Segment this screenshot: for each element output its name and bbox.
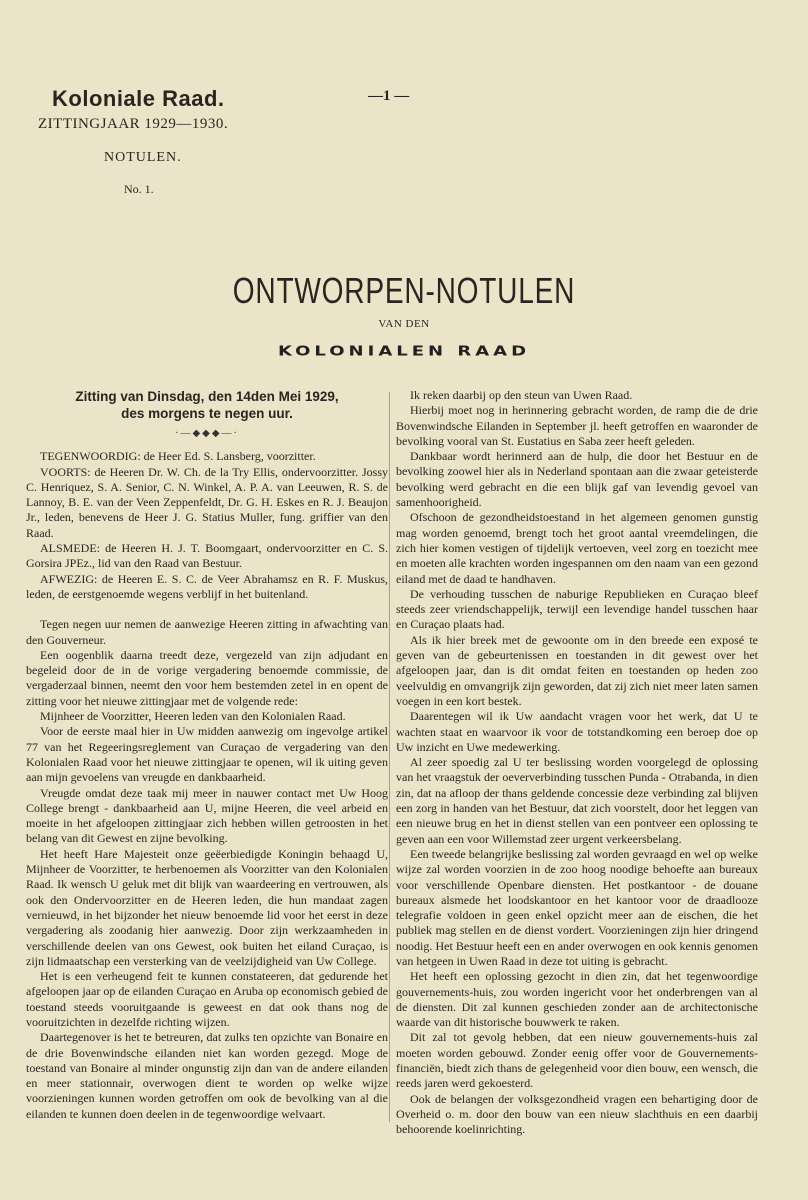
paragraph: Dankbaar wordt herinnerd aan de hulp, die door het Bestuur en de bevolking zoowel hier als in Nederland spontaan aan die zwaar geteisterde bevolking werd gebracht en die een blijk gaf van levendig gevoel van samenhoorigheid. — [396, 449, 758, 510]
paragraph: Ook de belangen der volksgezondheid vragen een behartiging door de Overheid o. m. door den bouw van een nieuw slachthuis en een daarbij behoorende koelinrichting. — [396, 1091, 758, 1137]
paragraph: Het is een verheugend feit te kunnen constateeren, dat gedurende het afgeloopen jaar op de eilanden Curaçao en Aruba op economisch gebied de toestand steeds vooruitgaande is geweest en dat ook thans nog de vooruitzichten in dezelfde richting wijzen. — [26, 969, 388, 1029]
paragraph: Dit zal tot gevolg hebben, dat een nieuw gouvernements-huis zal moeten worden gebouwd. Zonder eenig offer voor de Gouvernements-financiën, biedt zich thans de gelegenheid voor dien bouw, een wensch, die reeds jaren werd gekoesterd. — [396, 1030, 758, 1091]
paragraph: Daartegenover is het te betreuren, dat zulks ten opzichte van Bonaire en de drie Bovenwindsche eilanden niet kan worden gezegd. Moge de toestand van Bonaire al minder ongunstig zijn dan van de andere eilanden en meer stationnair, overwogen dient te worden op welke wijze voorzieningen kunnen worden getroffen om ook de bevolking van al die eilanden te kunnen doen deelen in de tegenwoordige welvaart. — [26, 1030, 388, 1121]
paragraph: Daarentegen wil ik Uw aandacht vragen voor het werk, dat U te wachten staat en waarvoor ik voor de totstandkoming een beroep doe op Uw inzicht en Uwe medewerking. — [396, 709, 758, 754]
right-column — [396, 388, 758, 1138]
left-column — [26, 388, 388, 1122]
ornament-divider: ·—◆◆◆—· — [175, 428, 239, 439]
column-divider — [389, 392, 390, 1122]
session-heading — [26, 388, 388, 422]
paragraph: Een oogenblik daarna treedt deze, vergezeld van zijn adjudant en begeleid door de in de vorige vergadering benoemde commissie, de vergaderzaal binnen, neemt den voor hem bestemden zetel in en opent de zitting voor het nieuwe zittingjaar met de volgende rede: — [26, 647, 388, 708]
paragraph: Het heeft Hare Majesteit onze geëerbiedigde Koningin behaagd U, Mijnheer de Voorzitter, te herbenoemen als Voorzitter van den Kolonialen Raad. Ik wensch U geluk met dit blijk van waardeering en vertrouwen, als ook den Ondervoorzitter en de Heeren leden, die hun mandaat zagen vernieuwd, in het bijzonder het nieuw benoemde lid voor het eerst in deze vergadering als zoodanig hier aanwezig. Door zijn werkzaamheden in verschillende deelen van ons Gewest, ook buiten het eiland Curaçao, is zijn lidmaatschap een versterking van de veelzijdigheid van Uw College. — [26, 846, 388, 968]
session-year: ZITTINGJAAR 1929—1930. — [38, 116, 229, 132]
paragraph: Ik reken daarbij op den steun van Uwen Raad. — [410, 388, 633, 402]
council-title: Koloniale Raad. — [52, 86, 225, 111]
paragraph: Ofschoon de gezondheidstoestand in het algemeen genomen gunstig mag worden genoemd, brengt toch het groot aantal vreemdelingen, die zich hier komen vestigen of tijdelijk vertoeven, veel zorg en toezicht mee en moeten alle krachten worden ingespannen om den naam van een gezond eiland met de daad te handhaven. — [396, 510, 758, 586]
page-number: —1 — — [368, 88, 410, 104]
attendees-present: TEGENWOORDIG: de Heer Ed. S. Lansberg, voorzitter. — [40, 449, 316, 464]
paragraph: Hierbij moet nog in herinnering gebracht worden, de ramp die de drie Bovenwindsche Eilanden in September jl. heeft getroffen en waaronder de bevolking vooral van St. Eustatius en Saba zeer heeft geleden. — [396, 403, 758, 448]
paragraph: Mijnheer de Voorzitter, Heeren leden van den Kolonialen Raad. — [40, 709, 346, 724]
attendees-additional: ALSMEDE: de Heeren H. J. T. Boomgaart, ondervoorzitter en C. S. Gorsira JPEz., lid van den Raad van Bestuur. — [26, 541, 388, 571]
van-den-label: VAN DEN — [378, 318, 430, 330]
attendees-also: VOORTS: de Heeren Dr. W. Ch. de la Try Ellis, ondervoorzitter. Jossy C. Henriquez, S. A. Senior, C. N. Winkel, A. P. A. van Leeuwen, R. S. de Lannoy, B. E. van der Veen Zeppenfeldt, Dr. G. H. Eskes en R. J. Beaujon Jr., leden, benevens de Heer J. G. Statius Muller, fung. griffier van den Raad. — [26, 464, 388, 540]
notulen-label: NOTULEN. — [104, 150, 182, 165]
paragraph: Al zeer spoedig zal U ter beslissing worden voorgelegd de oplossing van het vraagstuk der oeververbinding tusschen Punda - Otrabanda, in dien zin, dat na afloop der thans geldende concessie deze verbinding zal blijven een zorg in handen van het Bestuur, dat zich voorstelt, door het leggen van een nieuwe brug en het in dienst stellen van een pontveer een oplossing te geven aan een voor Willemstad zeer urgent verkeersbelang. — [396, 755, 758, 846]
session-line-1: Zitting van Dinsdag, den 14den Mei 1929, — [75, 389, 339, 404]
session-line-2: des morgens te negen uur. — [121, 406, 293, 421]
issue-number: No. 1. — [124, 182, 154, 196]
raad-banner: KOLONIALEN RAAD — [277, 343, 531, 360]
paragraph: Vreugde omdat deze taak mij meer in nauwer contact met Uw Hoog College brengt - dankbaarheid aan U, mijne Heeren, die veel arbeid en moeite in het afgeloopen zittingjaar zich hebben willen getroosten in het belang van dit Gewest en zijne bevolking. — [26, 785, 388, 846]
main-title: ONTWORPEN-NOTULEN — [232, 270, 576, 311]
paragraph: Het heeft een oplossing gezocht in dien zin, dat het tegenwoordige gouvernements-huis, zou worden ingericht voor het onderbrengen van al de diensten. Dit zal kunnen geschieden zonder aan de architectonische waarde van dit historische bouwwerk te raken. — [396, 969, 758, 1030]
attendees-absent: AFWEZIG: de Heeren E. S. C. de Veer Abrahamsz en R. F. Muskus, leden, de eerstgenoemde wegens verblijf in het buitenland. — [26, 571, 388, 601]
paragraph: Een tweede belangrijke beslissing zal worden gevraagd en wel op welke wijze zal worden voorzien in de zoo hoog noodige behoefte aan bureaux voor verschillende Openbare diensten. Het postkantoor - de douane bureaux alsmede het loodskantoor en het kantoor voor de draadlooze telegrafie voldoen in geen enkel opzicht meer aan de eischen, die het publiek mag stellen en de dienst vordert. Voorzieningen zijn hier dringend noodig. Het Bestuur heeft een en ander overwogen en ook kennis genomen van hetgeen in Uwen Raad in deze tot uiting is gebracht. — [396, 846, 758, 968]
paragraph: Als ik hier breek met de gewoonte om in den breede een exposé te geven van de gebeurtenissen en toestanden in dit gewest over het afgeloopen jaar, dan is dit omdat feiten en toestanden op heden zoo veelvuldig en omvangrijk zijn geworden, dat zij zich niet meer laten samen voegen in een kort bestek. — [396, 632, 758, 708]
paragraph: De verhouding tusschen de naburige Republieken en Curaçao bleef steeds zeer vriendschappelijk, terwijl een levendige handel tusschen haar en Curaçao plaats had. — [396, 586, 758, 632]
paragraph: Voor de eerste maal hier in Uw midden aanwezig om ingevolge artikel 77 van het Regeeringsreglement van Curaçao de vergadering van den Kolonialen Raad voor het nieuwe zittingjaar te openen, wil ik uiting geven aan mijn gevoelens van vreugde en dankbaarheid. — [26, 724, 388, 785]
paragraph: Tegen negen uur nemen de aanwezige Heeren zitting in afwachting van den Gouverneur. — [26, 617, 388, 647]
